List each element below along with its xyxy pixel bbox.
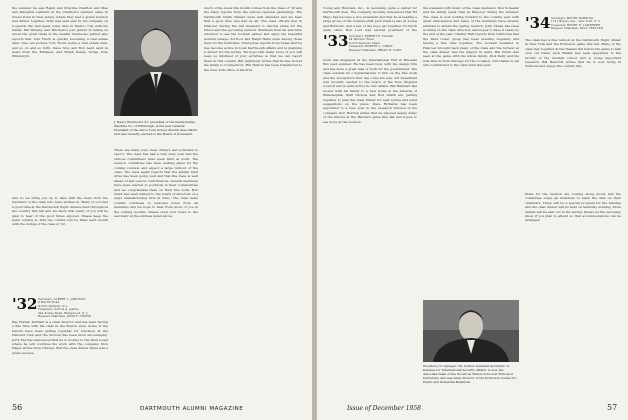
issue-date-footer: Issue of December 1958 — [347, 405, 421, 412]
right-col2-text: the weekend with many of the class members. Bob Schaefer and his family spent time in Hanover during the summer. The class is now looking forward to the coming year with great anticipation and many of the members have already planned to attend the spring reunion. John Chase has been working on the class directory and hopes to have it ready by the end of the year. Charley Hall reports from California that the West Coast group has been meeting regularly and having a fine time together. The football weekend in Hanover brought back many of the class and the turnout at the class dinner was the largest in years. Bill Nevin was seen at the game with his whole family. Dick Kelly and his wife flew in from Chicago for the occasion. Our thanks to all who contributed to the class fund this year. — [423, 6, 519, 68]
right-col3-bottom-text: Plans for the reunion are coming along nicely and the committee urges all members to mark the date on their calendars. There will be a special program for the families and the class dinner will be held on Saturday evening. More details will be sent out in the spring. Please let the secretary know if you plan to attend so that accommodations can be arranged. — [525, 192, 621, 223]
magazine-title-footer: DARTMOUTH ALUMNI MAGAZINE — [140, 406, 244, 412]
section-32-text: Ray Farber, Durham is a class director and has been having a fine time with the class in the Boston area. Some of the fellows have been getting together for luncheon at the Harvard Club and the turnout has been most encouraging. Jerry Fay has announced that he is moving to the West Coast where he will continue his work with the company. Dick Hayes writes from Chicago that the class dinner there was a great success. — [12, 320, 108, 355]
left-col1-top-text: the summer he saw Ralph and Priscilla Charlton and Max and Margaret Lambert at the Charlton's summer camp in Green Pond in New Jersey, where they had a grand reunion and dinner together. Grits was sent east by his company on a special trip and spent some days in Mexico City with his family. Bill Murphy and Bill Peirce join Jabber in telling us about the great times in the weekly luncheons. Jabber also reports that Tom Thorn is quickly becoming a real estate man. One can picture Tom Thorn being a real estate man, and so on and so forth. Dave Stoy and Bob Ladd send in news from the Midwest, and Ralph Kelsey writes from Pittsburgh. — [12, 6, 108, 59]
photo-caption-richmond: J. Henry Richmond '31, president of the Pennsylvania Machine Co. of Pittsburgh, is the new General President of the Amos Tuck School Alumni Association and was recently elected to the Board of Overseers. — [114, 120, 198, 136]
right-page — [316, 0, 628, 420]
left-col1-bottom-text: And so we bring you up to date with the news from the members of the class who have written in. Many of you had a good time at the Dartmouth Night dinners held throughout the country this fall and we know that many of you will be glad to hear of the good times enjoyed. Please keep the news coming so that the column will be filled each month with the doings of the class of '32. — [12, 196, 108, 227]
left-page — [0, 0, 313, 420]
portrait-illustration-2 — [423, 300, 519, 362]
section-number-34: '34 — [525, 14, 551, 32]
section-number-33: '33 — [323, 32, 349, 50]
right-col1-top-text: Young and Rubicam, Inc., is becoming quite a center for Dartmouth men. The company recently announced that Ed Mayo has become a vice president and that he is leading a large group of the creative staff. Jack Clark is also at Young and Rubicam, and a few of the boys get together for lunch quite often. Bob Lord was elected president of the — [323, 6, 417, 32]
section-32-officers: Secretary, ALBERT L. JOHNSON 9 Merrill Road North Caldwell, N. J. Treasurer, warren a. jeanne 344 Arlene Road, Ridgewood, N. J. Bequest Chairman, JOHN F. CROWE — [38, 297, 92, 319]
left-col2-text: There are many new class officers and activities to report. The class has had a very busy year and the various committees have been hard at work. The reunion committee has been making plans for the coming reunion and expect a large turnout of the class. The class agent reports that the alumni fund drive has been going well and that the class is well ahead of last year in contributions. Several members have been elected to positions in their communities and we congratulate them on their fine work. Bob Clark has been named to the board of directors of a large manufacturing firm in Ohio. The class news column continues to welcome notes from all members and we hope to hear from more of you in the coming months. Please send your news to the secretary at the address listed above. — [114, 148, 198, 219]
photo-caption-sprague: Woodbury D. Sprague '34, former Assistant Secretary of Defense for International Security Affairs, is now the Associate Dean of the Woodrow Wilson School at Princeton University, and executive director of the Princeton Center for Public and Industrial Relations. — [423, 364, 517, 384]
page-number-right: 57 — [607, 403, 618, 412]
page-number-left: 56 — [12, 403, 23, 412]
left-col3-text: much of the news this month comes from the class of '33 and the many reports from the various regional gatherings. The Dartmouth Night dinners were well attended and we hear that a good time was had by all. The class officers met in Hanover during the fall weekend to discuss plans for the future and the upcoming reunion. Members from far and wide returned to see the football games and enjoy the beautiful autumn foliage. Ed Poor and Ralph Hand were among those back for the festivities. Fred Jones reports from Texas that he has become active in local Dartmouth affairs and is planning a dinner for the spring. We hope that many more of you will keep us informed of your activities so that we can report them in this column. Bill Lightbody writes that he has moved his family to Connecticut. Phil Harlow has been transferred to the New York office of his firm. — [204, 6, 302, 72]
section-34-officers: Secretary, HENRY HARDING 1141 Breezy Ave., New York, N. Y. Treasurer, HENRY B. LAMPHERE Bequest Chairman, PAUL TRELLER — [551, 16, 603, 31]
section-33-officers: Secretary, ROBERT E. HAAGE 64 Windsor Road North Andover, Mass. Treasurer, ROBERT L. CABOT Bequest Chairman, BRIAN H. LANE — [349, 34, 402, 52]
portrait-illustration — [114, 10, 198, 116]
right-col1-text: work was displayed at the International Fair in Brussels this past summer. He has been busy with his design firm and has done a great deal of work for the government. The class extends its congratulations to him on the fine work and the recognition that has come his way. Art Greenfield was recently elected to the board of the New England Council and is quite active in civic affairs. Bill Hubbard has moved with his family to a new home in the suburbs of Philadelphia. Walt Nichols and Rod Smith are getting together to plan the class dinner for next spring and want suggestions on the place. Dave Richards has been appointed to a new post in the research division of his company. Don Herrick writes that he enjoyed seeing many of the fellows at the Harvard game this fall and hopes to see more at the reunion. — [323, 58, 417, 124]
portrait-photo-sprague — [423, 300, 519, 362]
portrait-photo-richmond — [114, 10, 198, 116]
section-34-text: The class had a fine turnout at the Dartmouth Night dinner in New York and the Princeton game this fall. Many of the class met together at the Nassau Inn before the game to talk over old times. Jack Walker has been appointed to the faculty of the medical school and is doing important research. Bill Bancroft writes that he is now living in Vermont and enjoys the country life. — [525, 38, 621, 69]
section-number-32: '32 — [12, 295, 38, 313]
